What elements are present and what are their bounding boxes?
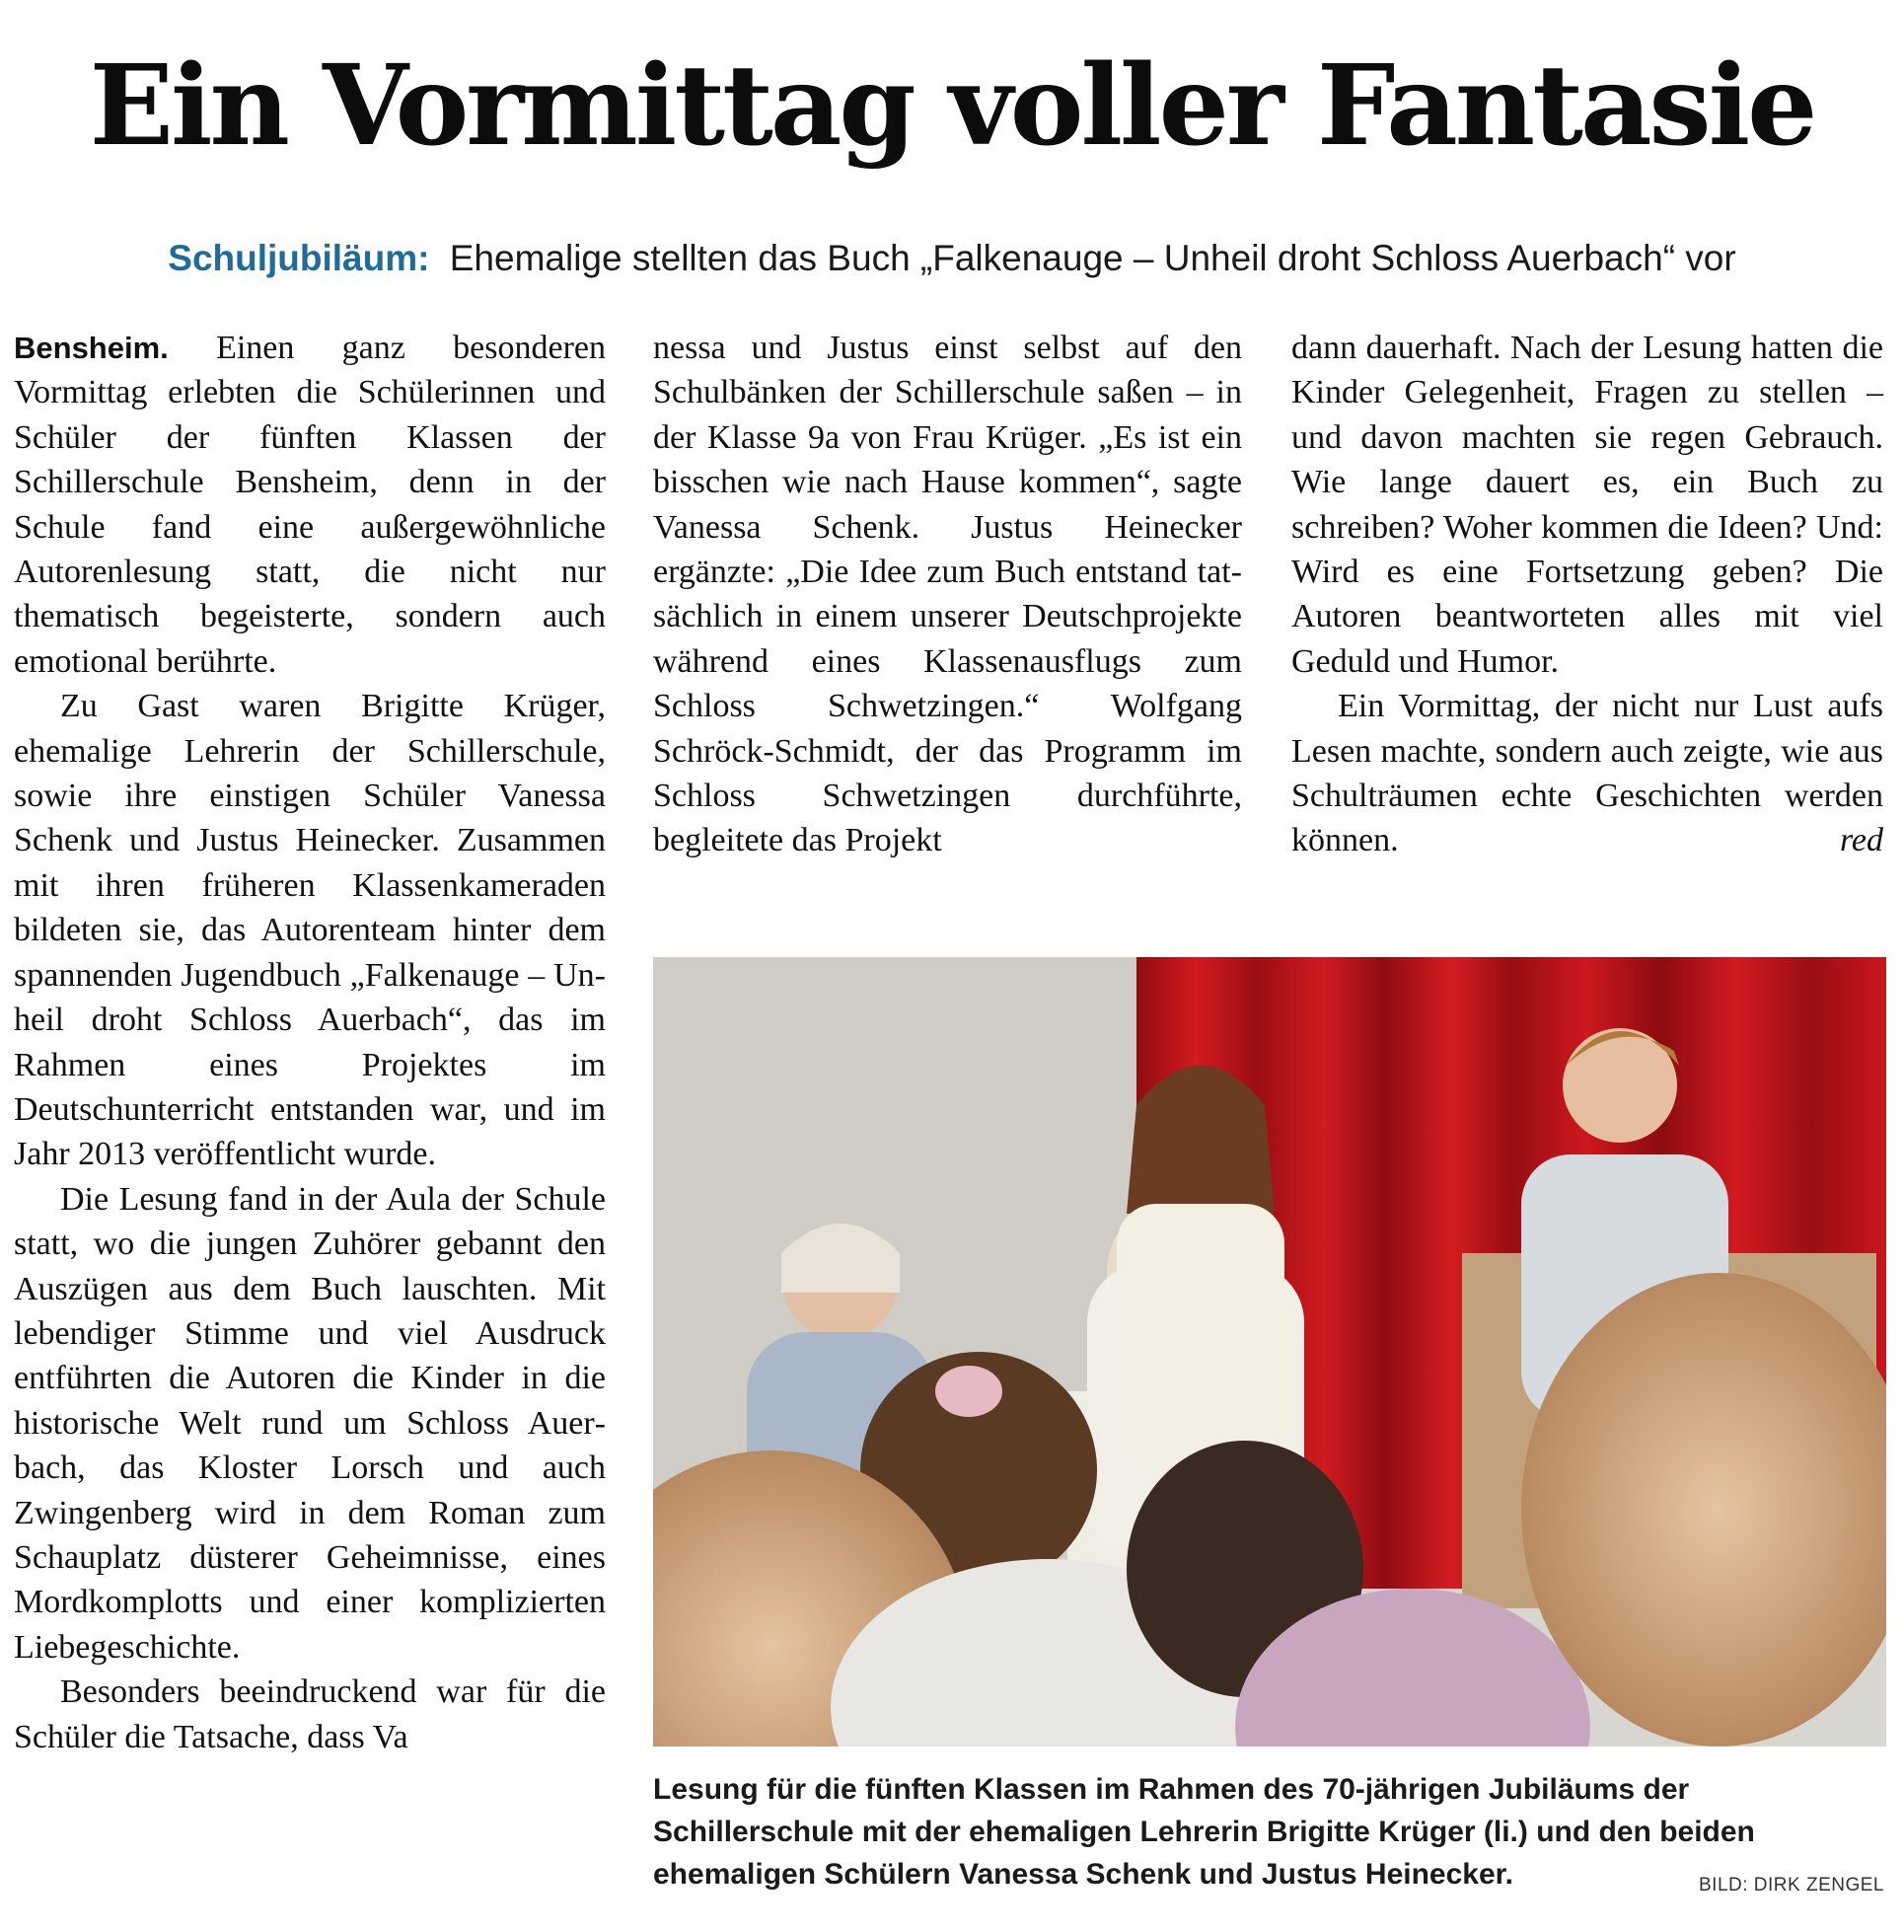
article-column-2: [653, 326, 1242, 863]
article-column-1: [14, 326, 606, 1759]
article-paragraph: Die Lesung fand in der Aula der Schule statt, wo die jungen Zuhörer gebannt den Auszügen aus dem Buch lauschten. Mit lebendiger Stimme und viel Ausdruck entführten die Autoren die Kinder in die historische Welt rund um Schloss Auerbach, das Kloster Lorsch und auch Zwingenberg wird in dem Roman zum Schauplatz düsterer Geheimnisse, eines Mordkomplotts und einer komplizierten Liebegeschichte.: [14, 1180, 606, 1666]
paragraph-text: Ein Vormittag, der nicht nur Lust aufs Lesen machte, sondern auch zeigte, wie aus Schulträumen echte Geschichten werden können.: [1291, 688, 1883, 859]
article-paragraph: Besonders beeindruckend war für die Schüler die Tatsache, dass Va: [14, 1673, 606, 1755]
dateline: Bensheim.: [14, 331, 169, 365]
article-paragraph: nessa und Justus einst selbst auf den Schulbänken der Schillerschule saßen – in der Klasse 9a von Frau Krüger. „Es ist ein bisschen wie nach Hause kommen“, sagte Vanessa Schenk. Justus Heinecker ergänzte: „Die Idee zum Buch entstand tatsächlich in einem unserer Deutschprojekte während eines Klassenausflugs zum Schloss Schwetzingen.“ Wolfgang Schröck-Schmidt, der das Programm im Schloss Schwetzingen durchführte, begleitete das Projekt: [653, 330, 1242, 859]
subheadline-kicker: Schuljubiläum:: [168, 238, 430, 278]
photo-caption: Lesung für die fünften Klassen im Rahmen des 70-jährigen Jubiläums der Schillerschule mit der ehemaligen Lehrerin Brigitte Krüger (li.) und den beiden ehemaligen Schülern Vanessa Schenk und Justus Heinecker.: [653, 1773, 1755, 1891]
article-column-3: [1291, 326, 1883, 863]
subheadline-text: Ehemalige stellten das Buch „Falkenauge – Unheil droht Schloss Auerbach“ vor: [449, 238, 1736, 278]
photo-illustration: [653, 957, 1886, 1746]
article-photo: [653, 957, 1886, 1746]
paragraph-text: Einen ganz besonderen Vormittag erlebten die Schülerinnen und Schüler der fünften Klassen der Schillerschule Bensheim, denn in der Schule fand eine außergewöhnliche Autorenlesung statt, die nicht nur thematisch begeisterte, sondern auch emotional berührte.: [14, 330, 606, 680]
subheadline: [0, 233, 1904, 284]
article-paragraph: [14, 326, 606, 684]
article-paragraph: [1291, 684, 1883, 863]
photo-credit: BILD: DIRK ZENGEL: [1699, 1875, 1884, 1895]
article-paragraph: Zu Gast waren Brigitte Krüger, ehemalige Lehrerin der Schillerschule, sowie ihre einstigen Schüler Vanessa Schenk und Justus Heinecker. Zusammen mit ihren früheren Klassenkameraden bildeten sie, das Autorenteam hinter dem spannenden Jugendbuch „Falkenauge – Unheil droht Schloss Auerbach“, das im Rahmen eines Projektes im Deutschunterricht entstanden war, und im Jahr 2013 veröffentlicht wurde.: [14, 688, 606, 1173]
author-initials: red: [1839, 822, 1883, 859]
article-paragraph: dann dauerhaft. Nach der Lesung hatten die Kinder Gelegenheit, Fragen zu stellen – und davon machten sie regen Gebrauch. Wie lange dauert es, ein Buch zu schreiben? Woher kommen die Ideen? Und: Wird es eine Fortsetzung geben? Die Autoren beantworteten alles mit viel Geduld und Humor.: [1291, 330, 1883, 680]
headline: Ein Vormittag voller Fantasie: [89, 41, 1815, 171]
